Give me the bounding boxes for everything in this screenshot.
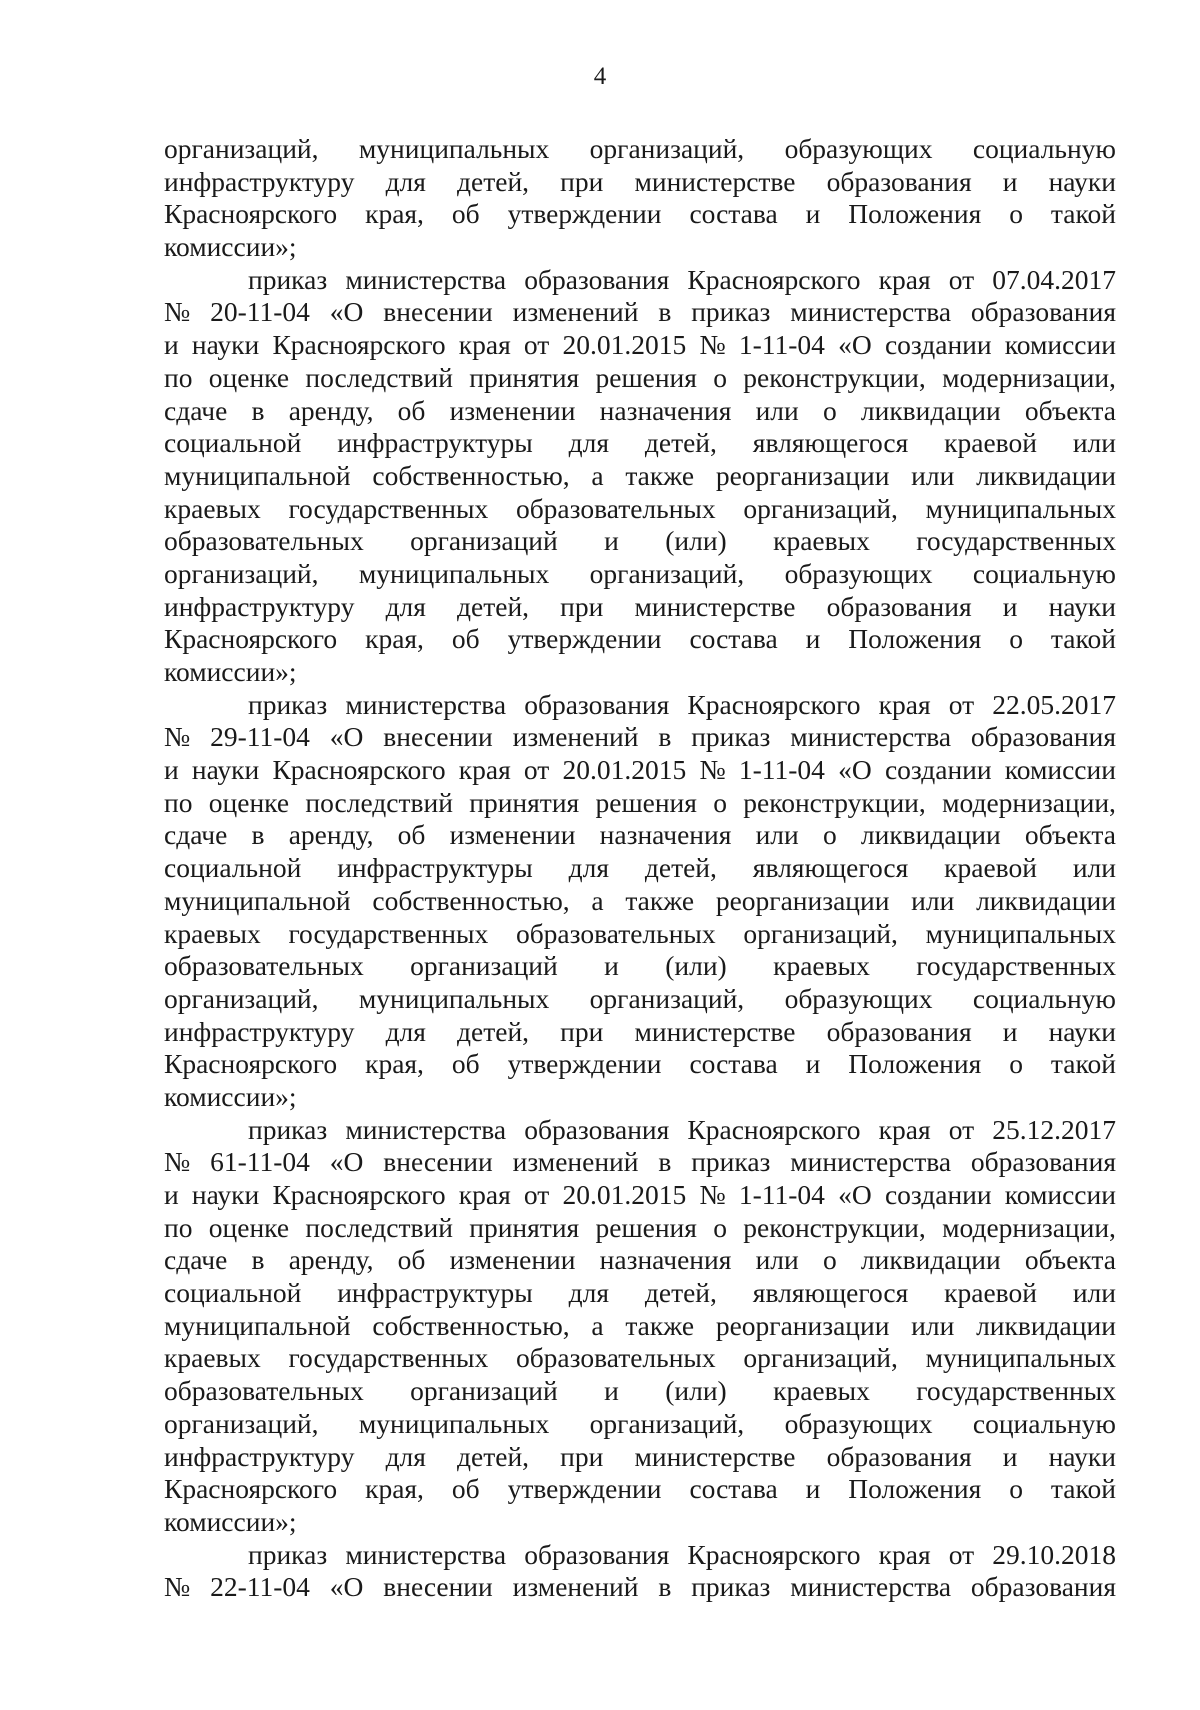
text-line: и науки Красноярского края от 20.01.2015 № 1-11-04 «О создании комиссии <box>164 754 1116 786</box>
text-line: социальной инфраструктуры для детей, являющегося краевой или <box>164 427 1116 459</box>
text-line: инфраструктуру для детей, при министерстве образования и науки <box>164 1440 1116 1472</box>
text-line: Красноярского края, об утверждении состава и Положения о такой <box>164 1048 1116 1080</box>
text-line: образовательных организаций и (или) краевых государственных <box>164 950 1116 982</box>
text-line: Красноярского края, об утверждении состава и Положения о такой <box>164 1473 1116 1505</box>
text-line: приказ министерства образования Красноярского края от 29.10.2018 <box>248 1538 1116 1570</box>
paragraph-order-25-12-2017 <box>164 1114 1116 1539</box>
paragraph-order-22-05-2017 <box>164 689 1116 1114</box>
text-line: и науки Красноярского края от 20.01.2015 № 1-11-04 «О создании комиссии <box>164 329 1116 361</box>
page-number: 4 <box>593 63 607 90</box>
text-line: комиссии»; <box>164 1505 297 1537</box>
paragraph-order-29-10-2018 <box>164 1539 1116 1604</box>
text-line: комиссии»; <box>164 656 297 687</box>
text-line: инфраструктуру для детей, при министерстве образования и науки <box>164 165 1116 197</box>
text-line: организаций, муниципальных организаций, образующих социальную <box>164 133 1116 164</box>
text-line: муниципальной собственностью, а также реорганизации или ликвидации <box>164 459 1116 491</box>
text-line: № 61-11-04 «О внесении изменений в приказ министерства образования <box>164 1146 1116 1178</box>
paragraph-continuation <box>164 133 1116 264</box>
text-line: сдаче в аренду, об изменении назначения или о ликвидации объекта <box>164 819 1116 851</box>
text-line: Красноярского края, об утверждении состава и Положения о такой <box>164 623 1116 655</box>
text-line: образовательных организаций и (или) краевых государственных <box>164 525 1116 557</box>
text-line: приказ министерства образования Красноярского края от 22.05.2017 <box>248 688 1116 720</box>
text-line: краевых государственных образовательных организаций, муниципальных <box>164 917 1116 949</box>
text-line: приказ министерства образования Красноярского края от 25.12.2017 <box>248 1113 1116 1145</box>
text-line: социальной инфраструктуры для детей, являющегося краевой или <box>164 852 1116 884</box>
text-line: сдаче в аренду, об изменении назначения или о ликвидации объекта <box>164 1244 1116 1276</box>
text-line: комиссии»; <box>164 231 297 263</box>
text-line: № 22-11-04 «О внесении изменений в приказ министерства образования <box>164 1571 1116 1603</box>
text-line: № 20-11-04 «О внесении изменений в приказ министерства образования <box>164 296 1116 328</box>
text-line: инфраструктуру для детей, при министерстве образования и науки <box>164 1015 1116 1047</box>
text-line: Красноярского края, об утверждении состава и Положения о такой <box>164 198 1116 230</box>
text-line: муниципальной собственностью, а также реорганизации или ликвидации <box>164 1309 1116 1341</box>
text-line: образовательных организаций и (или) краевых государственных <box>164 1375 1116 1407</box>
text-line: по оценке последствий принятия решения о реконструкции, модернизации, <box>164 361 1116 393</box>
text-line: организаций, муниципальных организаций, образующих социальную <box>164 557 1116 589</box>
paragraph-order-07-04-2017 <box>164 264 1116 689</box>
text-line: организаций, муниципальных организаций, образующих социальную <box>164 1407 1116 1439</box>
text-line: № 29-11-04 «О внесении изменений в приказ министерства образования <box>164 721 1116 753</box>
text-line: сдаче в аренду, об изменении назначения или о ликвидации объекта <box>164 394 1116 426</box>
text-line: организаций, муниципальных организаций, образующих социальную <box>164 982 1116 1014</box>
text-line: краевых государственных образовательных организаций, муниципальных <box>164 492 1116 524</box>
document-body <box>164 133 1116 1604</box>
text-line: по оценке последствий принятия решения о реконструкции, модернизации, <box>164 1211 1116 1243</box>
text-line: комиссии»; <box>164 1080 297 1112</box>
text-line: муниципальной собственностью, а также реорганизации или ликвидации <box>164 884 1116 916</box>
text-line: и науки Красноярского края от 20.01.2015 № 1-11-04 «О создании комиссии <box>164 1179 1116 1210</box>
text-line: социальной инфраструктуры для детей, являющегося краевой или <box>164 1277 1116 1309</box>
text-line: по оценке последствий принятия решения о реконструкции, модернизации, <box>164 786 1116 818</box>
text-line: краевых государственных образовательных организаций, муниципальных <box>164 1342 1116 1374</box>
text-line: инфраструктуру для детей, при министерстве образования и науки <box>164 590 1116 622</box>
text-line: приказ министерства образования Красноярского края от 07.04.2017 <box>248 263 1116 295</box>
